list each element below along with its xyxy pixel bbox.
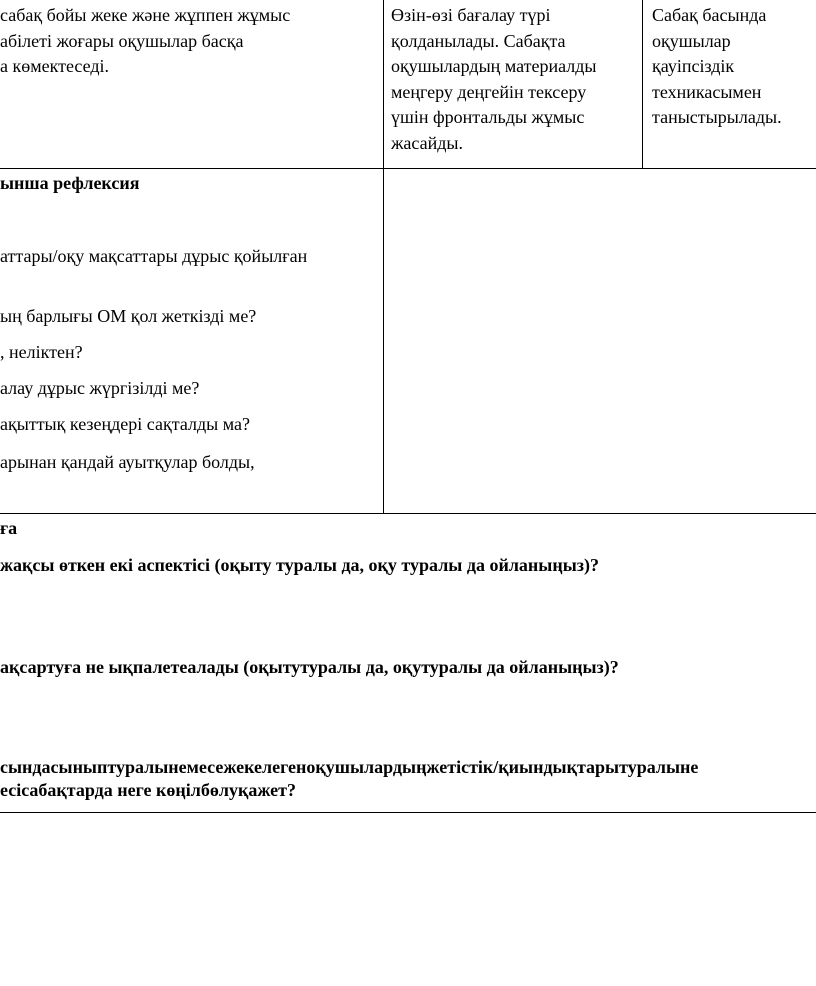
row1-col1-line: а көмектеседі. [0,56,110,76]
reflection-item: алау дұрыс жүргізілді ме? [0,378,200,398]
table-rule-row2-bottom [0,513,816,514]
row1-col2-line: Өзін-өзі бағалау түрі [391,5,551,25]
row1-col1-line: абілеті жоғары оқушылар басқа [0,30,244,51]
reflection-item: ақыттық кезеңдері сақталды ма? [0,414,250,434]
reflection-item: ың барлығы ОМ қол жеткізді ме? [0,306,257,326]
row1-col2-line: үшін фронтальды жұмыс [391,107,585,127]
summary-question: ақсартуға не ықпалетеалады (оқытутуралы да, оқутуралы да ойланыңыз)? [0,657,619,677]
row1-col3-text [652,3,782,131]
row1-col1-line: сабақ бойы жеке және жұппен жұмыс [0,5,291,25]
table-rule-col1-right [383,0,384,514]
reflection-item: арынан қандай ауытқулар болды, [0,452,255,472]
row1-col2-line: қолданылады. Сабақта [391,30,566,51]
row1-col2-line: оқушылардың материалды [391,56,597,76]
row1-col2-line: жасайды. [391,132,464,153]
row1-col3-line: қауіпсіздік [652,56,735,76]
table-rule-row1-bottom [0,168,816,169]
row1-col1-text [0,3,290,80]
summary-question: сындасыныптуралынемесежекелегеноқушылардыңжетістік/қиындықтарытуралыне [0,757,699,777]
summary-question: жақсы өткен екі аспектісі (оқыту туралы да, оқу туралы да ойланыңыз)? [0,555,600,575]
summary-bottom-rule [0,812,816,813]
row1-col3-line: таныстырылады. [652,107,782,127]
row1-col2-text [391,3,596,156]
row1-col2-line: меңгеру деңгейін тексеру [391,81,587,102]
summary-heading: ға [0,518,18,538]
table-rule-col2-right [642,0,643,169]
summary-question: есісабақтарда неге көңілбөлуқажет? [0,780,296,800]
reflection-item: , неліктен? [0,342,83,362]
reflection-heading: ынша рефлексия [0,173,140,193]
reflection-item: аттары/оқу мақсаттары дұрыс қойылған [0,246,308,266]
row1-col3-line: оқушылар [652,30,731,51]
row1-col3-line: техникасымен [652,81,762,102]
row1-col3-line: Сабақ басында [652,5,767,25]
